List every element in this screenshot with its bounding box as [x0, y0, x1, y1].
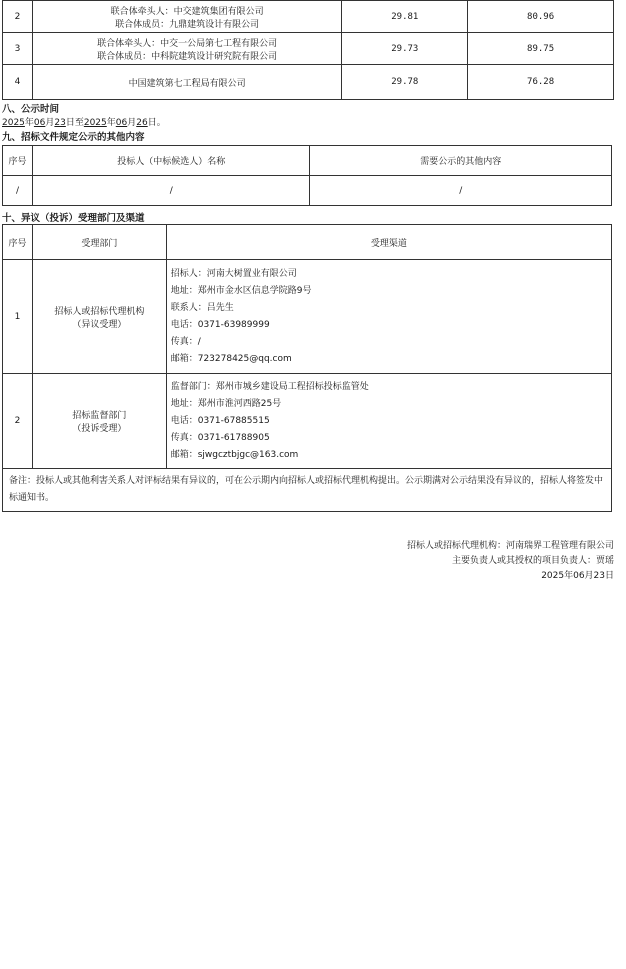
table-cell: /: [310, 176, 612, 206]
channel-line: 地址：郑州市淮河西路25号: [170, 398, 282, 409]
note-row: [3, 469, 612, 512]
bidder-cell: [32, 33, 341, 65]
channel-line: 邮箱：723278425@qq.com: [170, 353, 292, 364]
table-header-row: [3, 225, 612, 260]
channel-line: 地址：郑州市金水区信息学院路9号: [170, 285, 312, 296]
channel-cell: [166, 260, 611, 374]
other-content-table: [2, 145, 612, 206]
score-cell: 89.75: [468, 33, 614, 65]
channel-line: 招标人：河南大树置业有限公司: [170, 268, 297, 279]
row-number: 3: [3, 33, 33, 65]
channel-line: 电话：0371-63989999: [170, 319, 270, 330]
responsible-person: 主要负责人或其授权的项目负责人：贾瑶: [451, 556, 614, 566]
row-number: 2: [3, 1, 33, 33]
table-header-row: [3, 146, 612, 176]
column-header: 需要公示的其他内容: [310, 146, 612, 176]
score-cell: 76.28: [468, 65, 614, 100]
table-row: [3, 374, 612, 469]
channel-line: 联系人：吕先生: [170, 302, 234, 313]
score-cell: 29.73: [342, 33, 468, 65]
channel-line: 传真：0371-61788905: [170, 432, 270, 443]
bidder-cell: 中国建筑第七工程局有限公司: [32, 65, 341, 100]
row-number: 2: [3, 374, 33, 469]
publicity-period: 2025年06月23日至2025年06月26日。: [2, 118, 166, 128]
channel-cell: [166, 374, 611, 469]
channel-line: 传真：/: [170, 336, 201, 347]
table-row: [3, 176, 612, 206]
column-header: 受理部门: [32, 225, 166, 260]
section-9-title: 九、招标文件规定公示的其他内容: [2, 132, 145, 143]
section-10-title: 十、异议（投诉）受理部门及渠道: [2, 213, 145, 224]
channel-line: 电话：0371-67885515: [170, 415, 270, 426]
department-name: 招标监督部门: [72, 411, 127, 421]
table-row: [3, 65, 614, 100]
table-cell: /: [32, 176, 310, 206]
table-cell: /: [3, 176, 33, 206]
score-cell: 29.78: [342, 65, 468, 100]
column-header: 受理渠道: [166, 225, 611, 260]
department-type: （异议受理）: [72, 319, 127, 330]
channel-line: 邮箱：sjwgcztbjgc@163.com: [170, 449, 299, 460]
department-cell: [32, 374, 166, 469]
department-cell: [32, 260, 166, 374]
column-header: 投标人（中标候选人）名称: [32, 146, 310, 176]
table-row: [3, 1, 614, 33]
score-cell: 29.81: [342, 1, 468, 33]
table-row: [3, 260, 612, 374]
row-number: 1: [3, 260, 33, 374]
section-8-title: 八、公示时间: [2, 104, 60, 115]
table-row: [3, 33, 614, 65]
objection-channel-table: [2, 224, 612, 512]
department-name: 招标人或招标代理机构: [54, 306, 145, 317]
bidder-cell: [32, 1, 341, 33]
signature-block: [407, 539, 614, 584]
department-type: （投诉受理）: [72, 424, 127, 434]
score-cell: 80.96: [468, 1, 614, 33]
bidder-line: 联合体成员：九鼎建筑设计有限公司: [115, 19, 260, 30]
bid-result-table: [2, 0, 614, 100]
bidder-line: 联合体成员：中科院建筑设计研究院有限公司: [97, 51, 278, 62]
bidder-line: 联合体牵头人：中交建筑集团有限公司: [110, 6, 264, 17]
bidder-line: 联合体牵头人：中交一公局第七工程有限公司: [97, 38, 278, 49]
sign-date: 2025年06月23日: [541, 571, 614, 581]
row-number: 4: [3, 65, 33, 100]
agency-name: 招标人或招标代理机构：河南瑞界工程管理有限公司: [406, 541, 614, 551]
column-header: 序号: [3, 225, 33, 260]
note-text: 备注：投标人或其他利害关系人对评标结果有异议的，可在公示期内向招标人或招标代理机构提出。公示期满对公示结果没有异议的，招标人将签发中标通知书。: [3, 469, 612, 512]
column-header: 序号: [3, 146, 33, 176]
channel-line: 监督部门：郑州市城乡建设局工程招标投标监管处: [170, 381, 369, 392]
